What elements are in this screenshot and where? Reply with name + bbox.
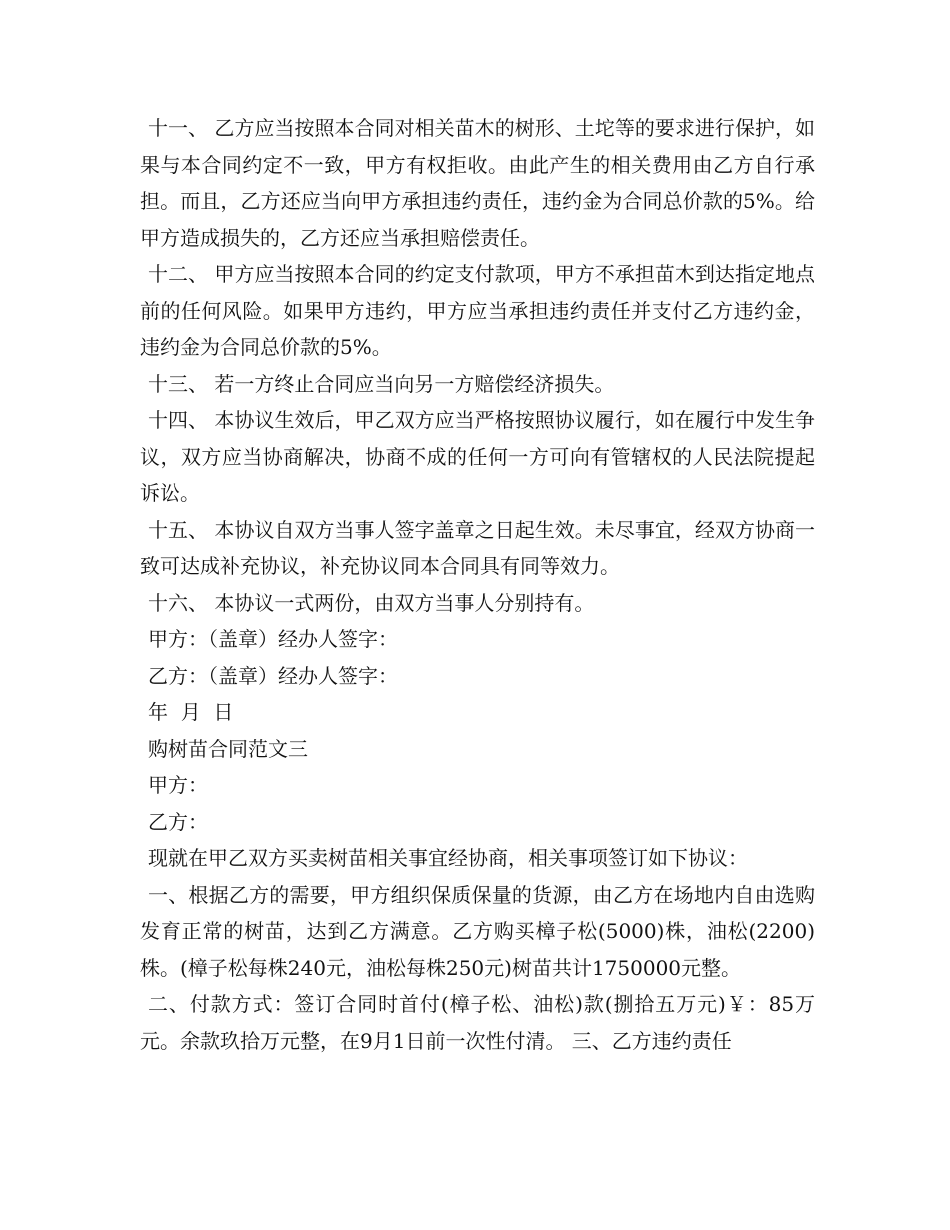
clause-13: 十三、 若一方终止合同应当向另一方赔偿经济损失。 <box>148 371 615 396</box>
party-b-label: 乙方： <box>148 809 208 834</box>
clause-2: 二、付款方式：签订合同时首付(樟子松、油松)款(捌拾五万元)￥：85万元。余款玖拾万元整，在9月1日前一次性付清。 三、乙方违约责任 <box>140 992 815 1053</box>
date-line: 年 月 日 <box>148 700 234 724</box>
clause-14: 十四、 本协议生效后，甲乙双方应当严格按照协议履行，如在履行中发生争议，双方应当协商解决，协商不成的任何一方可向有管辖权的人民法院提起诉讼。 <box>140 408 815 505</box>
clause-12: 十二、 甲方应当按照本合同的约定支付款项，甲方不承担苗木到达指定地点前的任何风险。如果甲方违约，甲方应当承担违约责任并支付乙方违约金，违约金为合同总价款的5%。 <box>140 262 815 359</box>
signature-party-b: 乙方：（盖章）经办人签字： <box>148 663 398 688</box>
party-a-label: 甲方： <box>148 773 208 797</box>
section-title: 购树苗合同范文三 <box>148 736 308 761</box>
signature-party-a: 甲方：（盖章）经办人签字： <box>148 627 398 651</box>
clause-1: 一、根据乙方的需要，甲方组织保质保量的货源，由乙方在场地内自由选购发育正常的树苗，达到乙方满意。乙方购买樟子松(5000)株，油松(2200)株。(樟子松每株240元，油松每株250元)树苗共计1750000元整。 <box>140 882 815 980</box>
preamble: 现就在甲乙双方买卖树苗相关事宜经协商，相关事项签订如下协议： <box>148 846 748 870</box>
clause-16: 十六、 本协议一式两份，由双方当事人分别持有。 <box>148 590 595 615</box>
clause-11: 十一、 乙方应当按照本合同对相关苗木的树形、土坨等的要求进行保护，如果与本合同约定不一致，甲方有权拒收。由此产生的相关费用由乙方自行承担。而且，乙方还应当向甲方承担违约责任，违约金为合同总价款的5%。给甲方造成损失的，乙方还应当承担赔偿责任。 <box>140 116 815 250</box>
clause-15: 十五、 本协议自双方当事人签字盖章之日起生效。未尽事宜，经双方协商一致可达成补充协议，补充协议同本合同具有同等效力。 <box>140 517 815 578</box>
document-page <box>140 110 815 1059</box>
